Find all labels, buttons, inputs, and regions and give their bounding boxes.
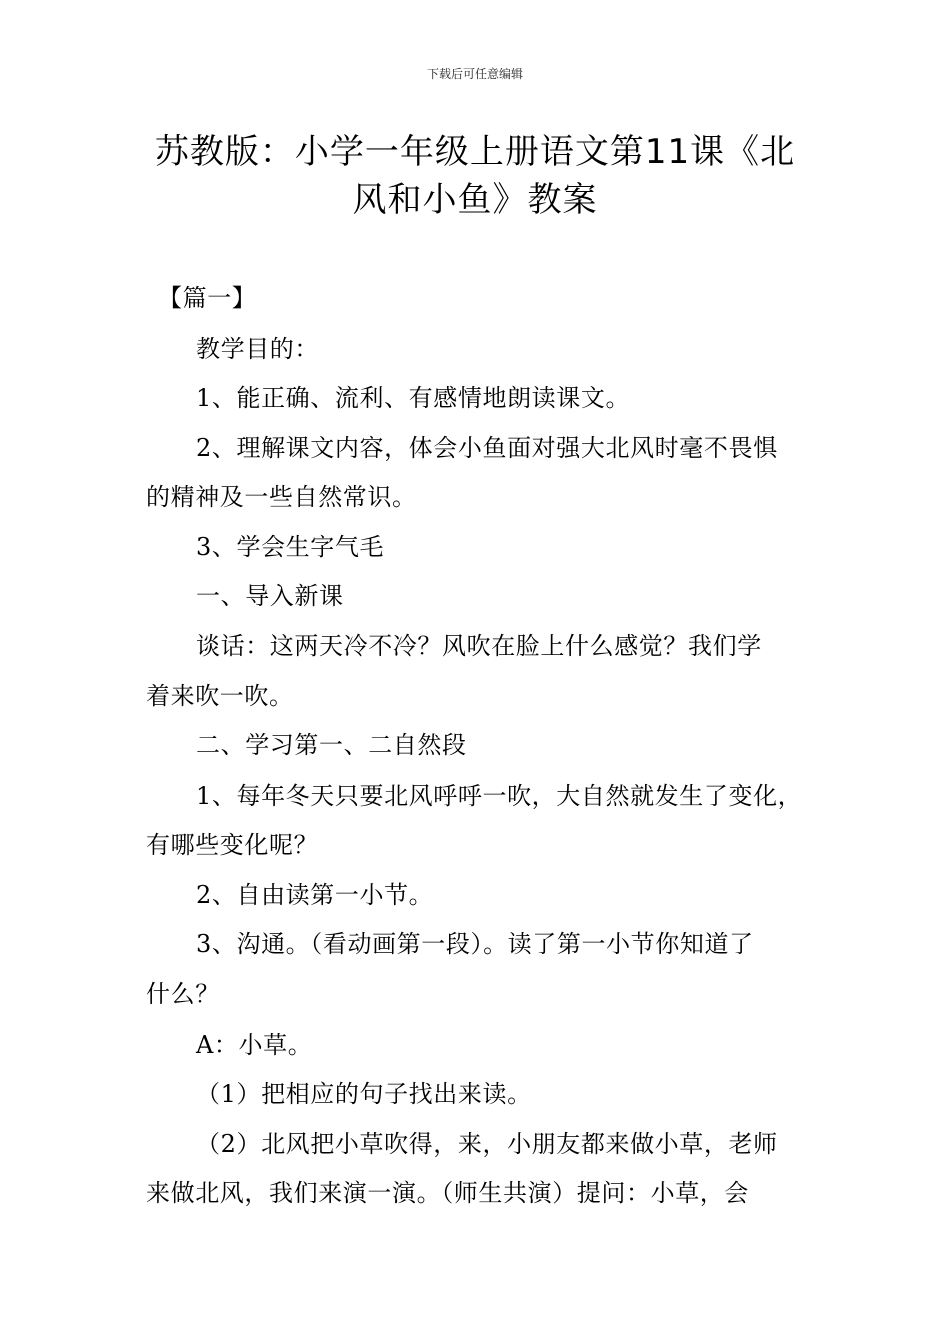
document-title-line-2: 风和小鱼》教案 [352,180,598,220]
page-header-note: 下载后可任意编辑 [426,67,523,81]
paragraph-line: （1）把相应的句子找出来读。 [196,1080,532,1108]
paragraph-line: 什么？ [146,980,220,1008]
paragraph-line: 1、每年冬天只要北风呼呼一吹，大自然就发生了变化， [196,782,803,810]
paragraph-line: 着来吹一吹。 [146,682,294,710]
paragraph-line: 2、自由读第一小节。 [196,881,434,909]
paragraph-line: 3、学会生字气毛 [196,533,385,561]
paragraph-line: 教学目的： [196,335,319,363]
paragraph-line: 的精神及一些自然常识。 [146,483,417,511]
paragraph-line: 3、沟通。（看动画第一段）。读了第一小节你知道了 [196,930,754,958]
paragraph-line: （2）北风把小草吹得，来，小朋友都来做小草，老师 [196,1130,778,1158]
paragraph-line: 二、学习第一、二自然段 [196,731,467,759]
paragraph-line: 1、能正确、流利、有感情地朗读课文。 [196,384,631,412]
paragraph-line: 谈话：这两天冷不冷？风吹在脸上什么感觉？我们学 [196,632,762,660]
paragraph-line: A：小草。 [196,1031,313,1059]
paragraph-line: 一、导入新课 [196,582,344,610]
paragraph-line: 2、理解课文内容，体会小鱼面对强大北风时毫不畏惧 [196,434,778,462]
document-title-line-1: 苏教版：小学一年级上册语文第11课《北 [154,132,796,172]
paragraph-line: 有哪些变化呢？ [146,831,319,859]
section-label: 【篇一】 [158,284,257,312]
paragraph-line: 来做北风，我们来演一演。（师生共演）提问：小草，会 [146,1179,749,1207]
